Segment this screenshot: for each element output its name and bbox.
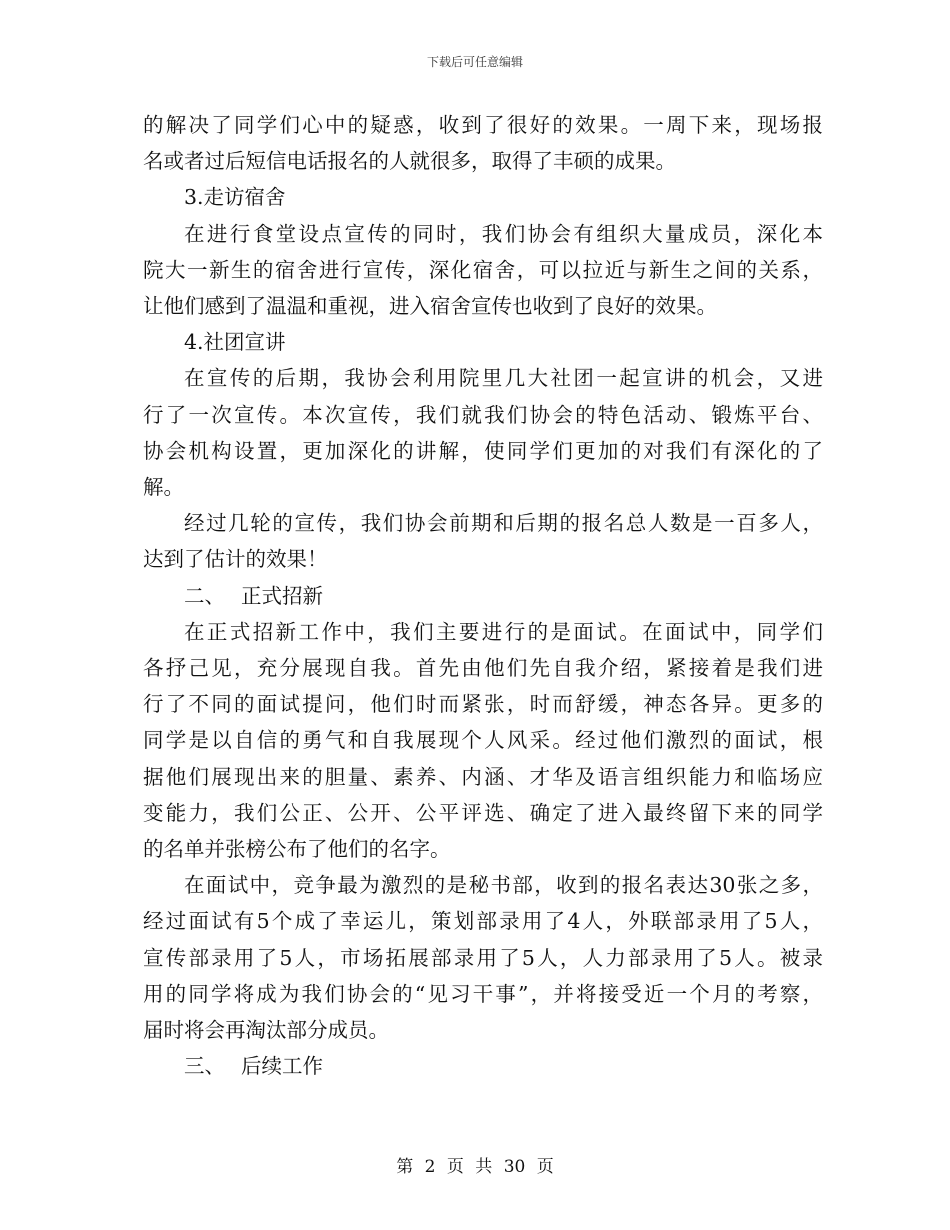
section-number: 三、 (184, 1054, 225, 1079)
body-line: 宣传部录用了5人，市场拓展部录用了5人，人力部录用了5人。被录 (143, 945, 823, 970)
body-line: 在正式招新工作中，我们主要进行的是面试。在面试中，同学们 (184, 619, 823, 644)
body-line: 名或者过后短信电话报名的人就很多，取得了丰硕的成果。 (143, 149, 676, 174)
body-line: 的名单并张榜公布了他们的名字。 (143, 837, 451, 862)
section-number: 二、 (184, 583, 225, 608)
subheading-3: 3.走访宿舍 (184, 185, 286, 210)
page-footer: 第 2 页 共 30 页 (396, 1157, 554, 1177)
body-line: 据他们展现出来的胆量、素养、内涵、才华及语言组织能力和临场应 (143, 764, 823, 789)
body-line: 变能力，我们公正、公开、公平评选、确定了进入最终留下来的同学 (143, 800, 823, 825)
section-title: 后续工作 (241, 1054, 323, 1079)
body-line: 让他们感到了温温和重视，进入宿舍宣传也收到了良好的效果。 (143, 294, 717, 319)
section-heading-2 (143, 578, 823, 614)
body-line: 经过面试有5个成了幸运儿，策划部录用了4人，外联部录用了5人， (143, 909, 823, 934)
body-line: 各抒己见，充分展现自我。首先由他们先自我介绍，紧接着是我们进 (143, 656, 823, 681)
body-line: 经过几轮的宣传，我们协会前期和后期的报名总人数是一百多人， (184, 511, 823, 536)
body-line: 协会机构设置，更加深化的讲解，使同学们更加的对我们有深化的了 (143, 438, 823, 463)
body-line: 达到了估计的效果！ (143, 547, 328, 572)
body-line: 在面试中，竞争最为激烈的是秘书部，收到的报名表达30张之多， (184, 873, 823, 898)
section-title: 正式招新 (241, 583, 323, 608)
body-line: 行了一次宣传。本次宣传，我们就我们协会的特色活动、锻炼平台、 (143, 402, 823, 427)
body-line: 届时将会再淘汰部分成员。 (143, 1018, 389, 1043)
subheading-4: 4.社团宣讲 (184, 330, 286, 355)
body-line: 在进行食堂设点宣传的同时，我们协会有组织大量成员，深化本 (184, 221, 823, 246)
body-line: 解。 (143, 475, 184, 500)
body-line: 行了不同的面试提问，他们时而紧张，时而舒缓，神态各异。更多的 (143, 692, 823, 717)
body-line: 的解决了同学们心中的疑惑，收到了很好的效果。一周下来，现场报 (143, 113, 823, 137)
section-heading-3 (143, 1048, 823, 1084)
body-line: 同学是以自信的勇气和自我展现个人风采。经过他们激烈的面试，根 (143, 728, 823, 753)
page-header-note: 下载后可任意编辑 (426, 55, 523, 69)
body-line: 在宣传的后期，我协会利用院里几大社团一起宣讲的机会，又进 (184, 366, 823, 391)
document-body (143, 107, 823, 1084)
body-line: 院大一新生的宿舍进行宣传，深化宿舍，可以拉近与新生之间的关系， (143, 257, 823, 282)
body-line: 用的同学将成为我们协会的“见习干事”，并将接受近一个月的考察， (143, 981, 823, 1006)
